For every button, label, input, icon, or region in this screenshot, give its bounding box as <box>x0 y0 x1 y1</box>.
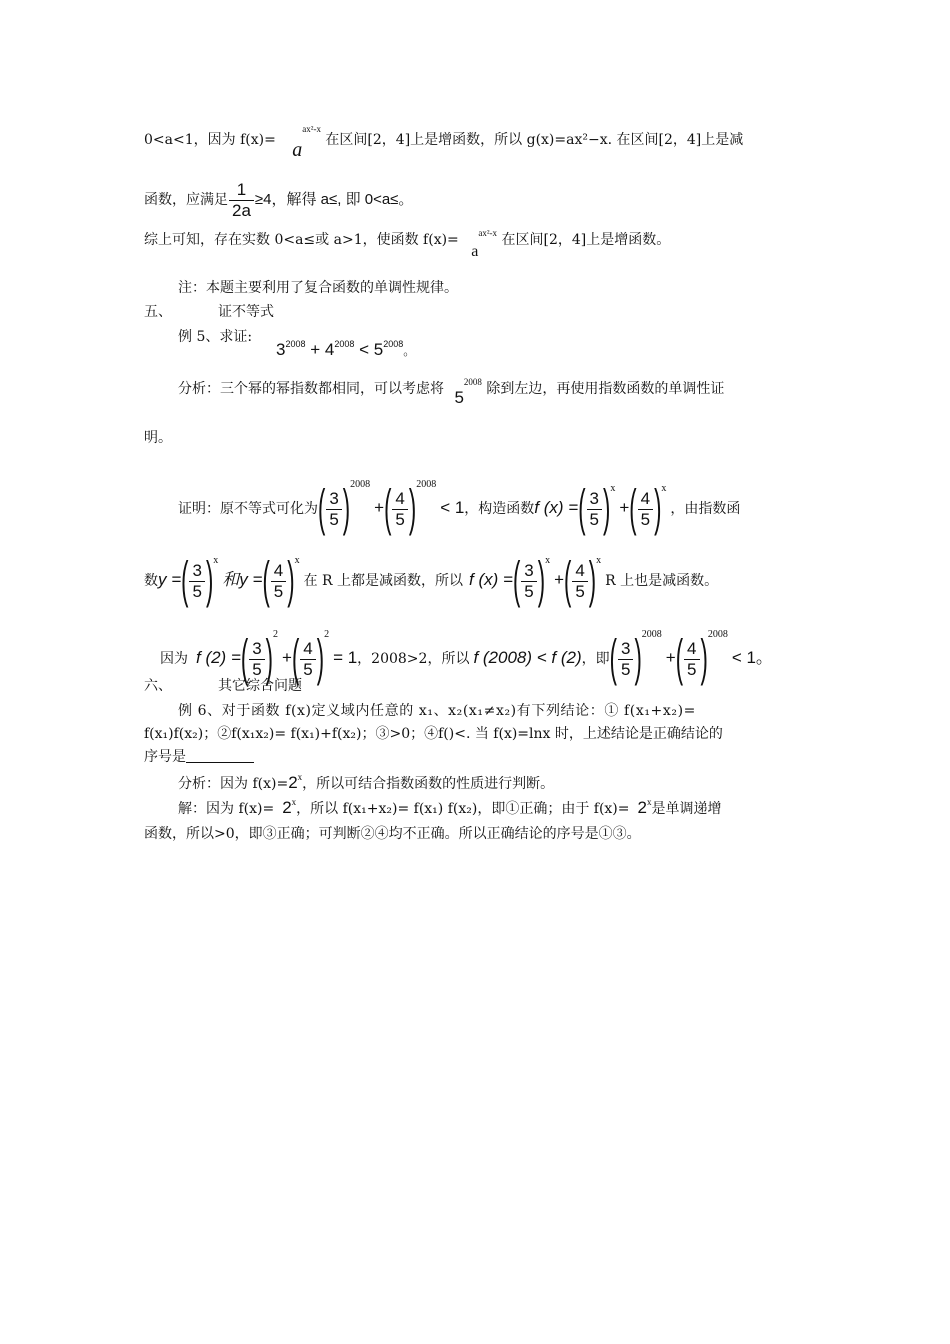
math-exponent: x <box>646 797 652 807</box>
text: ，2008>2，所以 <box>357 651 470 667</box>
text: 综上可知，存在实数 0<a≤或 a>1，使函数 f(x)= <box>144 232 459 248</box>
math-exponent: x <box>297 772 303 782</box>
text: ，构造函数 <box>464 501 535 517</box>
fraction <box>229 180 254 221</box>
plus: + <box>554 570 564 589</box>
math-base: a <box>471 243 479 260</box>
numerator: 3 <box>189 561 204 582</box>
math: 3 <box>276 340 286 359</box>
text: 明。 <box>144 430 172 446</box>
numerator: 3 <box>326 489 341 510</box>
plus: + <box>665 648 676 667</box>
text: 例 6、对于函数 f(x)定义域内任意的 x₁、x₂(x₁≠x₂)有下列结论：① f(x₁+x₂)= <box>178 703 696 719</box>
plus: + <box>282 648 292 667</box>
proof-line-3: 因为 f (2) =( $\frac{3}{5}$ )$^2$+( $\frac{4}{5}$ )$^2$= 1，2008>2，所以 f (2008) < f (2)，即( $\frac{3}{5}$ )$^{2008}$+( $\frac{4}{5}$ )$^{2008}$< 1。 <box>160 629 773 687</box>
text: ≥4，解得 a≤, 即 0<a≤。 <box>254 191 414 208</box>
math-exponent: x <box>291 797 297 807</box>
period: 。 <box>403 344 416 358</box>
plus: + <box>374 498 385 517</box>
text: 函数，应满足 <box>144 192 228 208</box>
math-base: 2 <box>637 798 647 817</box>
exponent: 2008 <box>416 479 437 490</box>
section-title: 证不等式 <box>218 304 274 320</box>
text: 分析：三个幂的幂指数都相同，可以考虑将 <box>178 381 444 397</box>
line-3 <box>144 228 671 260</box>
text: ，所以可结合指数函数的性质进行判断。 <box>302 776 555 792</box>
math: = 1 <box>333 648 358 667</box>
exponent: 2008 <box>383 339 404 349</box>
exponent: 2 <box>324 629 330 640</box>
exponent: 2008 <box>641 629 662 640</box>
math-base: 2 <box>282 798 292 817</box>
section-6-heading <box>144 676 302 696</box>
text: 例 5、求证: <box>178 329 253 345</box>
proof-line-1: 证明：原不等式可化为( $\frac{3}{5}$ )$^{2008}$+( $\frac{4}{5}$ )$^{2008}$< 1，构造函数f (x) =( $\frac{3}{5}$ )$^x$+( $\frac{4}{5}$ )$^x$，由指数函 <box>178 479 741 537</box>
exponent: x <box>213 555 219 566</box>
exponent: 2008 <box>334 339 355 349</box>
proof-line-2: 数y =( $\frac{3}{5}$ )$^x$和y =( $\frac{4}{5}$ )$^x$在 R 上都是减函数，所以 f (x) =( $\frac{3}{5}$ )$^x$+( $\frac{4}{5}$ )$^x$R 上也是减函数。 <box>144 551 719 609</box>
text: 序号是 <box>144 749 186 765</box>
numerator: 3 <box>249 639 264 660</box>
text: 因为 <box>160 651 188 667</box>
numerator: 4 <box>300 639 315 660</box>
math: y = <box>158 570 182 589</box>
example-6-line-2 <box>144 724 723 744</box>
denominator: 5 <box>640 509 651 529</box>
text: R 上也是减函数。 <box>605 573 719 589</box>
exponent: 2008 <box>707 629 728 640</box>
numerator: 1 <box>229 180 254 201</box>
line-1 <box>144 124 744 161</box>
text: 除到左边，再使用指数函数的单调性证 <box>486 381 725 397</box>
analysis-6 <box>178 773 554 794</box>
numerator: 3 <box>521 561 536 582</box>
denominator: 5 <box>687 659 697 679</box>
example-5 <box>178 327 252 347</box>
line-2 <box>144 178 413 222</box>
denominator: 5 <box>192 581 202 601</box>
denominator: 5 <box>252 659 262 679</box>
text: f(x₁)f(x₂)；②f(x₁x₂)= f(x₁)+f(x₂)；③>0；④f()<. 当 f(x)=lnx 时，上述结论是正确结论的 <box>144 726 723 742</box>
exponent: x <box>610 483 616 494</box>
text: ，由指数函 <box>670 501 741 517</box>
denominator: 5 <box>329 509 339 529</box>
math: f (2008) < f (2) <box>473 648 582 667</box>
numerator: 4 <box>572 561 587 582</box>
text: 在区间[2，4]上是增函数，所以 g(x)=ax²−x. 在区间[2，4]上是减 <box>325 132 744 148</box>
section-number: 五、 <box>144 304 172 320</box>
numerator: 4 <box>638 489 653 510</box>
math: < 5 <box>359 340 384 359</box>
numerator: 4 <box>684 639 699 660</box>
text: 解：因为 f(x)= <box>178 801 275 817</box>
math-base: 5 <box>454 388 464 407</box>
text: 在 R 上都是减函数，所以 <box>303 573 464 589</box>
section-5-heading <box>144 302 274 322</box>
section-title: 其它综合问题 <box>218 678 302 694</box>
solution-line-1 <box>178 798 721 819</box>
note-line <box>178 278 458 298</box>
section-number: 六、 <box>144 678 172 694</box>
text: 数 <box>144 573 158 589</box>
example-5-formula <box>276 340 415 361</box>
text: 证明：原不等式可化为 <box>178 501 318 517</box>
denominator: 5 <box>575 581 585 601</box>
text: ，所以 f(x₁+x₂)= f(x₁) f(x₂)，即①正确；由于 f(x)= <box>296 801 630 817</box>
exponent: 2008 <box>350 479 371 490</box>
math: f (x) = <box>469 570 513 589</box>
analysis-line-1 <box>178 377 725 407</box>
exponent: x <box>661 483 667 494</box>
text: 是单调递增 <box>651 801 722 817</box>
plus: + <box>619 498 630 517</box>
math: f (x) = <box>534 498 579 517</box>
solution-line-2 <box>144 824 641 844</box>
math-exponent: ax²-x <box>302 124 321 135</box>
exponent: x <box>596 555 602 566</box>
answer-blank <box>186 748 254 763</box>
math-exponent: ax²-x <box>478 228 498 239</box>
math-base: 2 <box>288 773 298 792</box>
exponent: 2 <box>273 629 278 640</box>
example-6-line-3 <box>144 747 254 767</box>
text: 0<a<1，因为 f(x)= <box>144 132 276 148</box>
math: < 1 <box>440 498 465 517</box>
numerator: 4 <box>392 489 407 510</box>
numerator: 3 <box>587 489 602 510</box>
denominator: 5 <box>303 659 313 679</box>
math: < 1。 <box>731 648 773 667</box>
denominator: 2a <box>232 200 251 220</box>
text: 分析：因为 f(x)= <box>178 776 289 792</box>
exponent: 2008 <box>285 339 306 349</box>
example-6-line-1 <box>178 701 696 721</box>
denominator: 5 <box>620 659 631 679</box>
numerator: 3 <box>618 639 633 660</box>
numerator: 4 <box>271 561 286 582</box>
denominator: 5 <box>524 581 534 601</box>
exponent: x <box>294 555 300 566</box>
denominator: 5 <box>589 509 600 529</box>
text: ，即 <box>581 651 610 667</box>
text: 注：本题主要利用了复合函数的单调性规律。 <box>178 280 458 296</box>
text: 在区间[2，4]上是增函数。 <box>501 232 671 248</box>
math-exponent: 2008 <box>463 377 482 388</box>
analysis-line-2 <box>144 428 172 448</box>
text: 函数，所以>0，即③正确；可判断②④均不正确。所以正确结论的序号是①③。 <box>144 826 641 842</box>
math: + 4 <box>310 340 335 359</box>
math-base: a <box>292 139 303 161</box>
math: f (2) = <box>196 648 241 667</box>
denominator: 5 <box>395 509 405 529</box>
math: 和y = <box>222 570 263 589</box>
denominator: 5 <box>273 581 284 601</box>
exponent: x <box>545 555 551 566</box>
